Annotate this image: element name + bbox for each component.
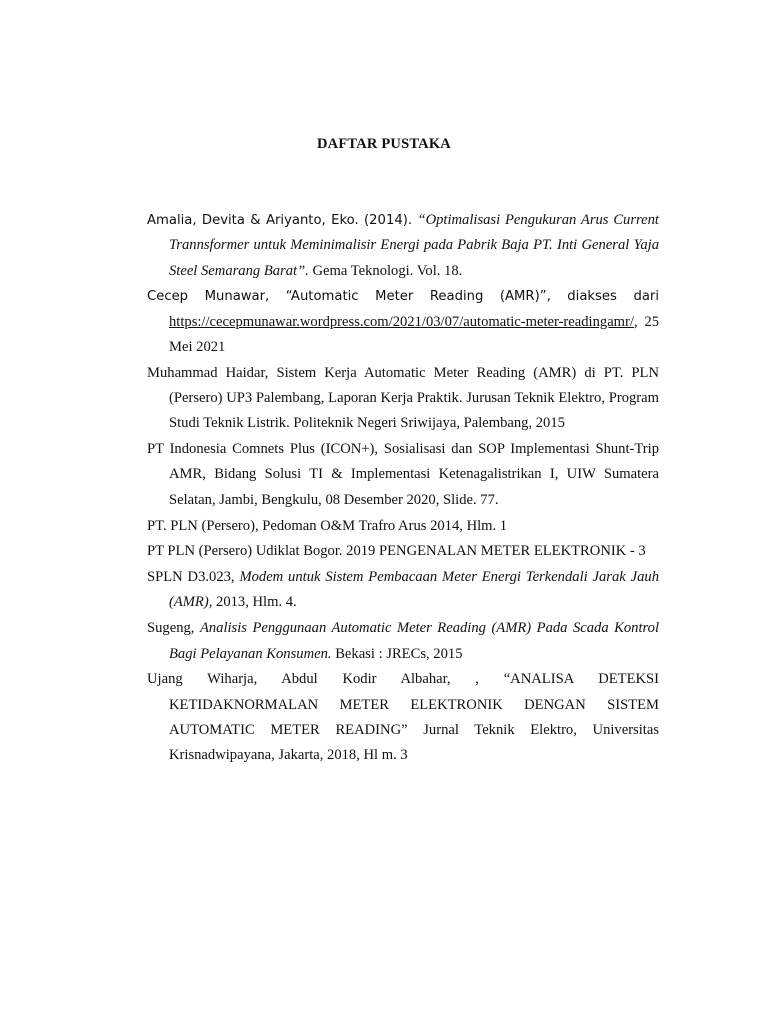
reference-link[interactable]: https://cecepmunawar.wordpress.com/2021/03/07/automatic-meter-readingamr/: [169, 313, 634, 330]
reference-item: [147, 514, 659, 539]
reference-text: Muhammad Haidar, Sistem Kerja Automatic Meter Reading (AMR) di PT. PLN (Persero) UP3 Palembang, Laporan Kerja Praktik. Jurusan Teknik Elektro, Program Studi Teknik Listrik. Politeknik Negeri Sriwijaya, Palembang, 2015: [147, 364, 659, 432]
reference-authors: Cecep Munawar, “Automatic Meter Reading (AMR)”, diakses dari: [147, 289, 659, 305]
reference-text: PT Indonesia Comnets Plus (ICON+), Sosialisasi dan SOP Implementasi Shunt-Trip AMR, Bidang Solusi TI & Implementasi Ketenagalistrikan I, UIW Sumatera Selatan, Jambi, Bengkulu, 08 Desember 2020, Slide. 77.: [147, 441, 659, 508]
reference-text: Ujang Wiharja, Abdul Kodir Albahar, , “ANALISA DETEKSI KETIDAKNORMALAN METER ELEKTRONIK DENGAN SISTEM AUTOMATIC METER READING” Jurnal Teknik Elektro, Universitas Krisnadwipayana, Jakarta, 2018, Hl m. 3: [147, 671, 659, 764]
reference-item: [147, 667, 659, 768]
reference-list: [147, 208, 659, 769]
reference-text: PT. PLN (Persero), Pedoman O&M Trafro Arus 2014, Hlm. 1: [147, 517, 508, 534]
reference-item: [147, 361, 659, 437]
reference-item: [147, 565, 659, 616]
reference-text: PT PLN (Persero) Udiklat Bogor. 2019 PENGENALAN METER ELEKTRONIK - 3: [147, 543, 646, 560]
reference-item: [147, 616, 659, 667]
reference-title: Analisis Penggunaan Automatic Meter Reading (AMR) Pada Scada Kontrol Bagi Pelayanan Konsumen.: [169, 620, 660, 662]
reference-item: [147, 208, 659, 284]
reference-source: , 25 Mei 2021: [169, 313, 659, 355]
reference-source: Gema Teknologi. Vol. 18.: [308, 262, 463, 279]
reference-title: Modem untuk Sistem Pembacaan Meter Energi Terkendali Jarak Jauh (AMR): [169, 569, 659, 611]
reference-item: [147, 437, 659, 513]
reference-item: [147, 539, 659, 564]
reference-authors: Sugeng,: [147, 620, 200, 637]
reference-source: Bekasi : JRECs, 2015: [331, 645, 463, 662]
page-title: DAFTAR PUSTAKA: [317, 136, 451, 152]
reference-authors: SPLN D3.023,: [147, 569, 240, 586]
reference-title: “Optimalisasi Pengukuran Arus Current Trannsformer untuk Meminimalisir Energi pada Pabrik Baja PT. Inti General Yaja Steel Semarang Barat”.: [169, 212, 659, 279]
reference-item: [147, 284, 659, 360]
reference-authors: Amalia, Devita & Ariyanto, Eko. (2014).: [147, 213, 418, 228]
reference-source: , 2013, Hlm. 4.: [208, 594, 297, 611]
